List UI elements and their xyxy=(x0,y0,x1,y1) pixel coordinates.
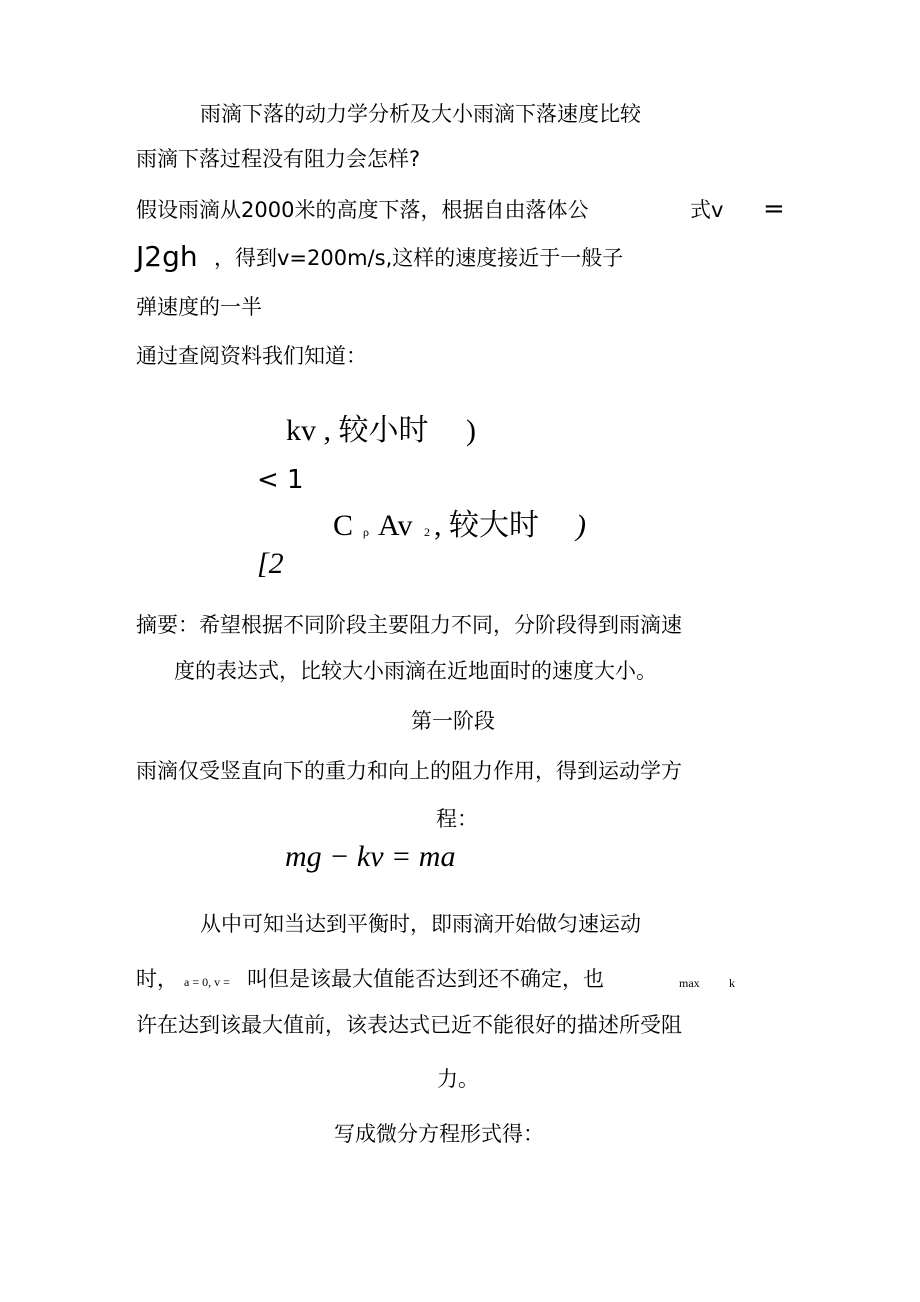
paragraph1-line2: ，得到v=200m/s,这样的速度接近于一般子 xyxy=(214,246,624,270)
piecewise-case2-paren: ) xyxy=(576,509,586,542)
document-title: 雨滴下落的动力学分析及大小雨滴下落速度比较 xyxy=(200,102,641,126)
subscript-k: k xyxy=(729,976,735,990)
paragraph3-line4: 力。 xyxy=(437,1067,479,1091)
abstract-line1: 摘要：希望根据不同阶段主要阻力不同，分阶段得到雨滴速 xyxy=(136,613,682,637)
piecewise-lt-one: < 1 xyxy=(257,465,304,495)
paragraph3-line3: 许在达到该最大值前，该表达式已近不能很好的描述所受阻 xyxy=(136,1013,682,1037)
piecewise-case2-c: C xyxy=(333,509,354,542)
piecewise-bracket: [2 xyxy=(257,547,284,580)
paragraph3-line2-rest: 叫但是该最大值能否达到还不确定，也 xyxy=(247,967,604,991)
piecewise-rho: ρ xyxy=(363,525,369,539)
piecewise-subscript-2: 2 xyxy=(424,525,430,539)
formula-v-label: 式v xyxy=(690,198,724,222)
paragraph4: 写成微分方程形式得： xyxy=(334,1122,544,1146)
paragraph1-line1: 假设雨滴从2000米的高度下落，根据自由落体公 xyxy=(136,198,589,222)
section1-line2: 程： xyxy=(436,807,478,831)
question-line: 雨滴下落过程没有阻力会怎样? xyxy=(136,147,421,171)
piecewise-case1: kv , 较小时 xyxy=(286,414,429,447)
paragraph2: 通过查阅资料我们知道： xyxy=(136,344,367,368)
section1-heading: 第一阶段 xyxy=(411,709,495,733)
motion-equation: mg − kv = ma xyxy=(285,840,456,873)
piecewise-case1-paren: ) xyxy=(466,414,476,447)
paragraph1-line3: 弹速度的一半 xyxy=(136,295,262,319)
piecewise-case2-av: Av xyxy=(378,509,413,542)
paragraph3-line1: 从中可知当达到平衡时，即雨滴开始做匀速运动 xyxy=(200,912,641,936)
paragraph3-line2-start: 时， xyxy=(136,967,178,991)
abstract-line2: 度的表达式，比较大小雨滴在近地面时的速度大小。 xyxy=(174,659,657,683)
formula-sqrt-2gh: J2gh xyxy=(136,240,198,273)
piecewise-case2-text: , 较大时 xyxy=(434,509,539,542)
section1-line1: 雨滴仅受竖直向下的重力和向上的阻力作用，得到运动学方 xyxy=(136,759,682,783)
equilibrium-condition: a = 0, v = xyxy=(184,975,230,989)
equals-sign: = xyxy=(763,194,785,224)
subscript-max: max xyxy=(679,976,700,990)
